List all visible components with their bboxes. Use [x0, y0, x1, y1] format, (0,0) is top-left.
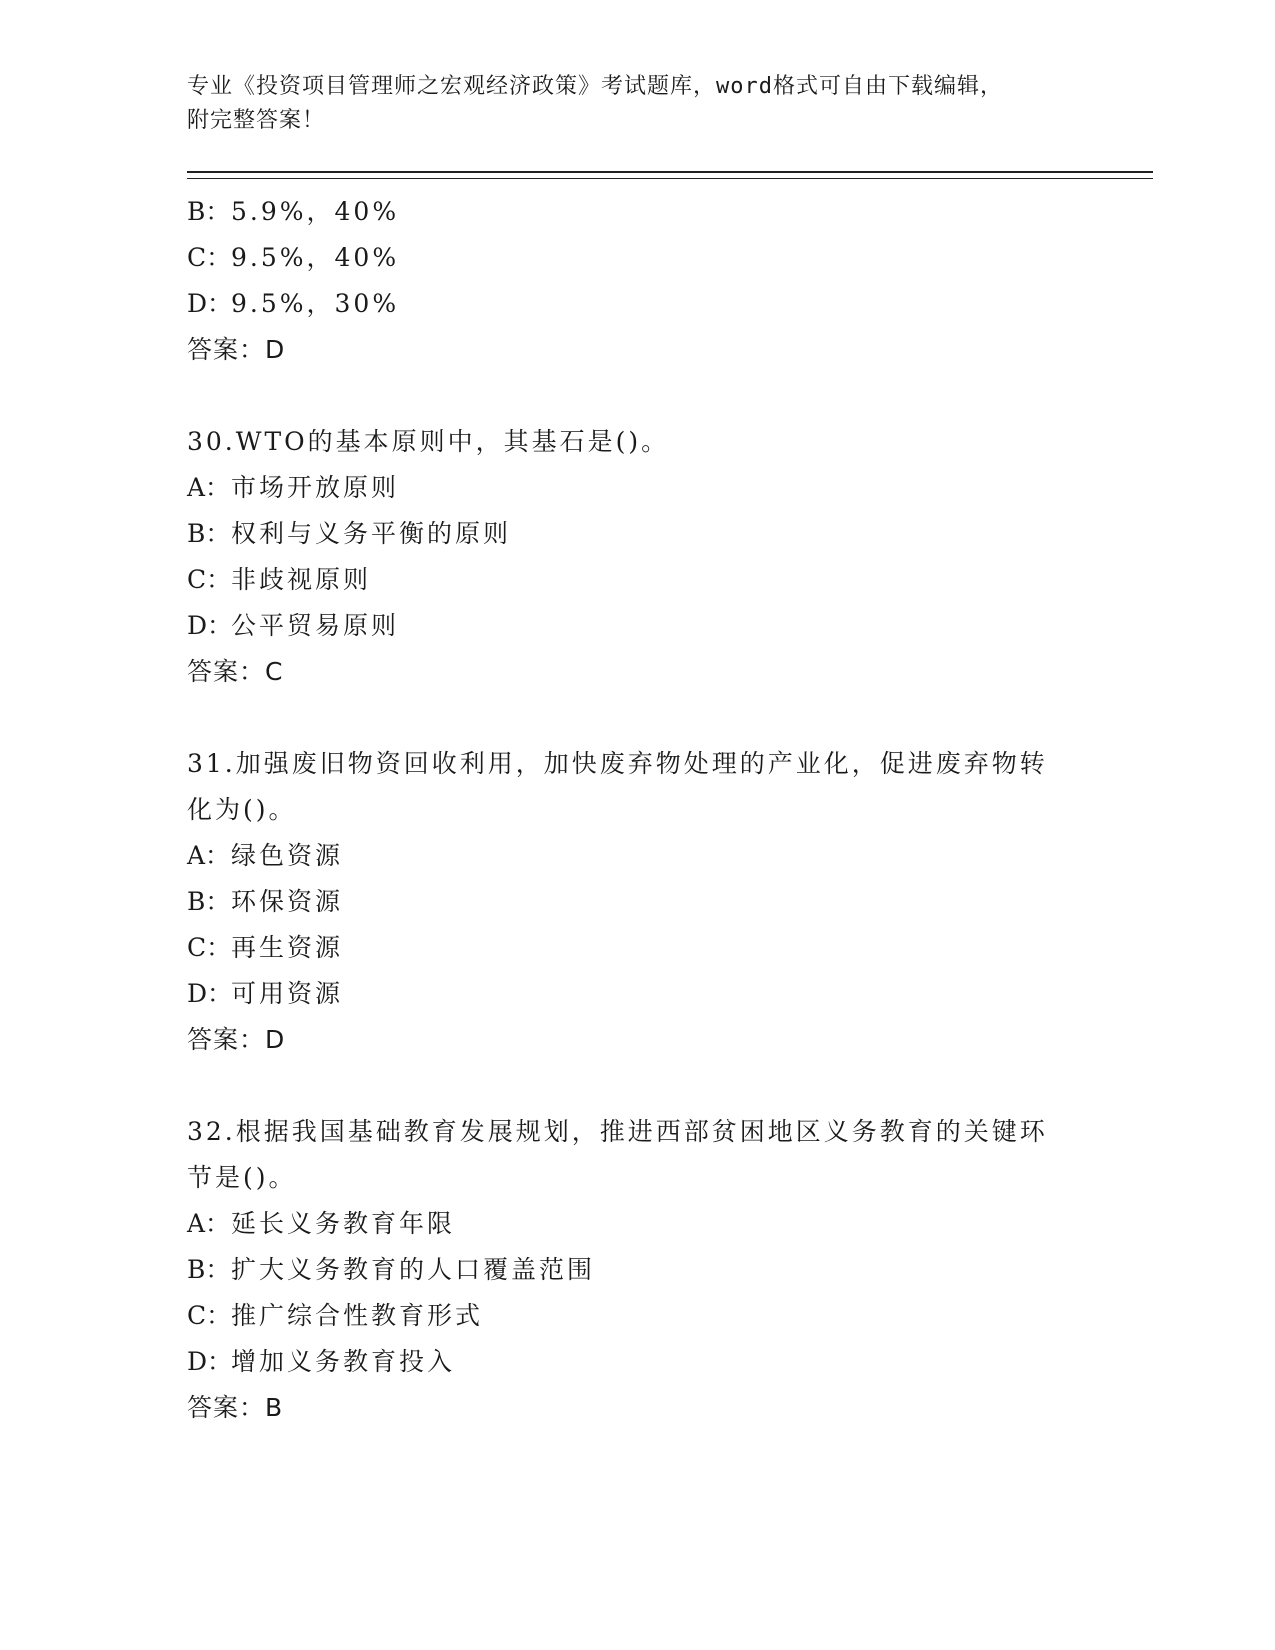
option-letter: C： — [187, 1301, 232, 1330]
option-c — [187, 557, 1153, 603]
option-text: 5.9%，40% — [231, 197, 400, 226]
header-line-2: 附完整答案！ — [187, 108, 326, 133]
option-text: 市场开放原则 — [231, 473, 400, 502]
question-block-prev — [187, 189, 1153, 373]
option-letter: A： — [187, 841, 231, 870]
question-stem: 31.加强废旧物资回收利用，加快废弃物处理的产业化，促进废弃物转 — [187, 749, 1048, 778]
question-stem: 32.根据我国基础教育发展规划，推进西部贫困地区义务教育的关键环 — [187, 1117, 1048, 1146]
option-letter: B： — [187, 197, 231, 226]
option-letter: C： — [187, 243, 232, 272]
answer-line: 答案：C — [187, 657, 284, 686]
option-letter: A： — [187, 473, 231, 502]
spacer — [187, 373, 1153, 419]
option-letter: C： — [187, 565, 232, 594]
option-text: 扩大义务教育的人口覆盖范围 — [231, 1255, 596, 1284]
option-c — [187, 235, 1153, 281]
question-block-30 — [187, 419, 1153, 695]
option-letter: B： — [187, 519, 231, 548]
option-d — [187, 281, 1153, 327]
question-block-32 — [187, 1109, 1153, 1431]
option-letter: D： — [187, 1347, 233, 1376]
option-text: 9.5%，40% — [231, 243, 400, 272]
option-a — [187, 465, 1153, 511]
header-divider — [187, 171, 1153, 179]
answer-line: 答案：D — [187, 1025, 286, 1054]
header-line-1: 专业《投资项目管理师之宏观经济政策》考试题库，word格式可自由下载编辑， — [187, 74, 1003, 99]
option-text: 非歧视原则 — [231, 565, 372, 594]
option-text: 绿色资源 — [231, 841, 344, 870]
option-c — [187, 925, 1153, 971]
question-block-31 — [187, 741, 1153, 1063]
question-stem-continued: 化为()。 — [187, 795, 297, 824]
document-page — [187, 70, 1153, 1431]
option-b — [187, 511, 1153, 557]
option-text: 推广综合性教育形式 — [231, 1301, 484, 1330]
option-text: 权利与义务平衡的原则 — [231, 519, 512, 548]
page-header — [187, 70, 1153, 140]
option-text: 9.5%，30% — [231, 289, 400, 318]
spacer — [187, 695, 1153, 741]
question-list — [187, 189, 1153, 1431]
option-c — [187, 1293, 1153, 1339]
option-text: 公平贸易原则 — [231, 611, 400, 640]
option-d — [187, 603, 1153, 649]
option-text: 增加义务教育投入 — [231, 1347, 456, 1376]
option-letter: D： — [187, 979, 233, 1008]
option-text: 再生资源 — [231, 933, 344, 962]
option-a — [187, 833, 1153, 879]
option-d — [187, 971, 1153, 1017]
option-letter: C： — [187, 933, 232, 962]
option-b — [187, 1247, 1153, 1293]
answer-line: 答案：B — [187, 1393, 284, 1422]
question-stem-continued: 节是()。 — [187, 1163, 297, 1192]
option-b — [187, 189, 1153, 235]
option-b — [187, 879, 1153, 925]
option-letter: B： — [187, 887, 231, 916]
option-text: 环保资源 — [231, 887, 344, 916]
spacer — [187, 1063, 1153, 1109]
option-d — [187, 1339, 1153, 1385]
option-letter: D： — [187, 289, 233, 318]
option-a — [187, 1201, 1153, 1247]
option-letter: B： — [187, 1255, 231, 1284]
option-letter: D： — [187, 611, 233, 640]
answer-line: 答案：D — [187, 335, 286, 364]
option-text: 可用资源 — [231, 979, 344, 1008]
option-letter: A： — [187, 1209, 231, 1238]
question-stem: 30.WTO的基本原则中，其基石是()。 — [187, 427, 670, 456]
option-text: 延长义务教育年限 — [231, 1209, 456, 1238]
